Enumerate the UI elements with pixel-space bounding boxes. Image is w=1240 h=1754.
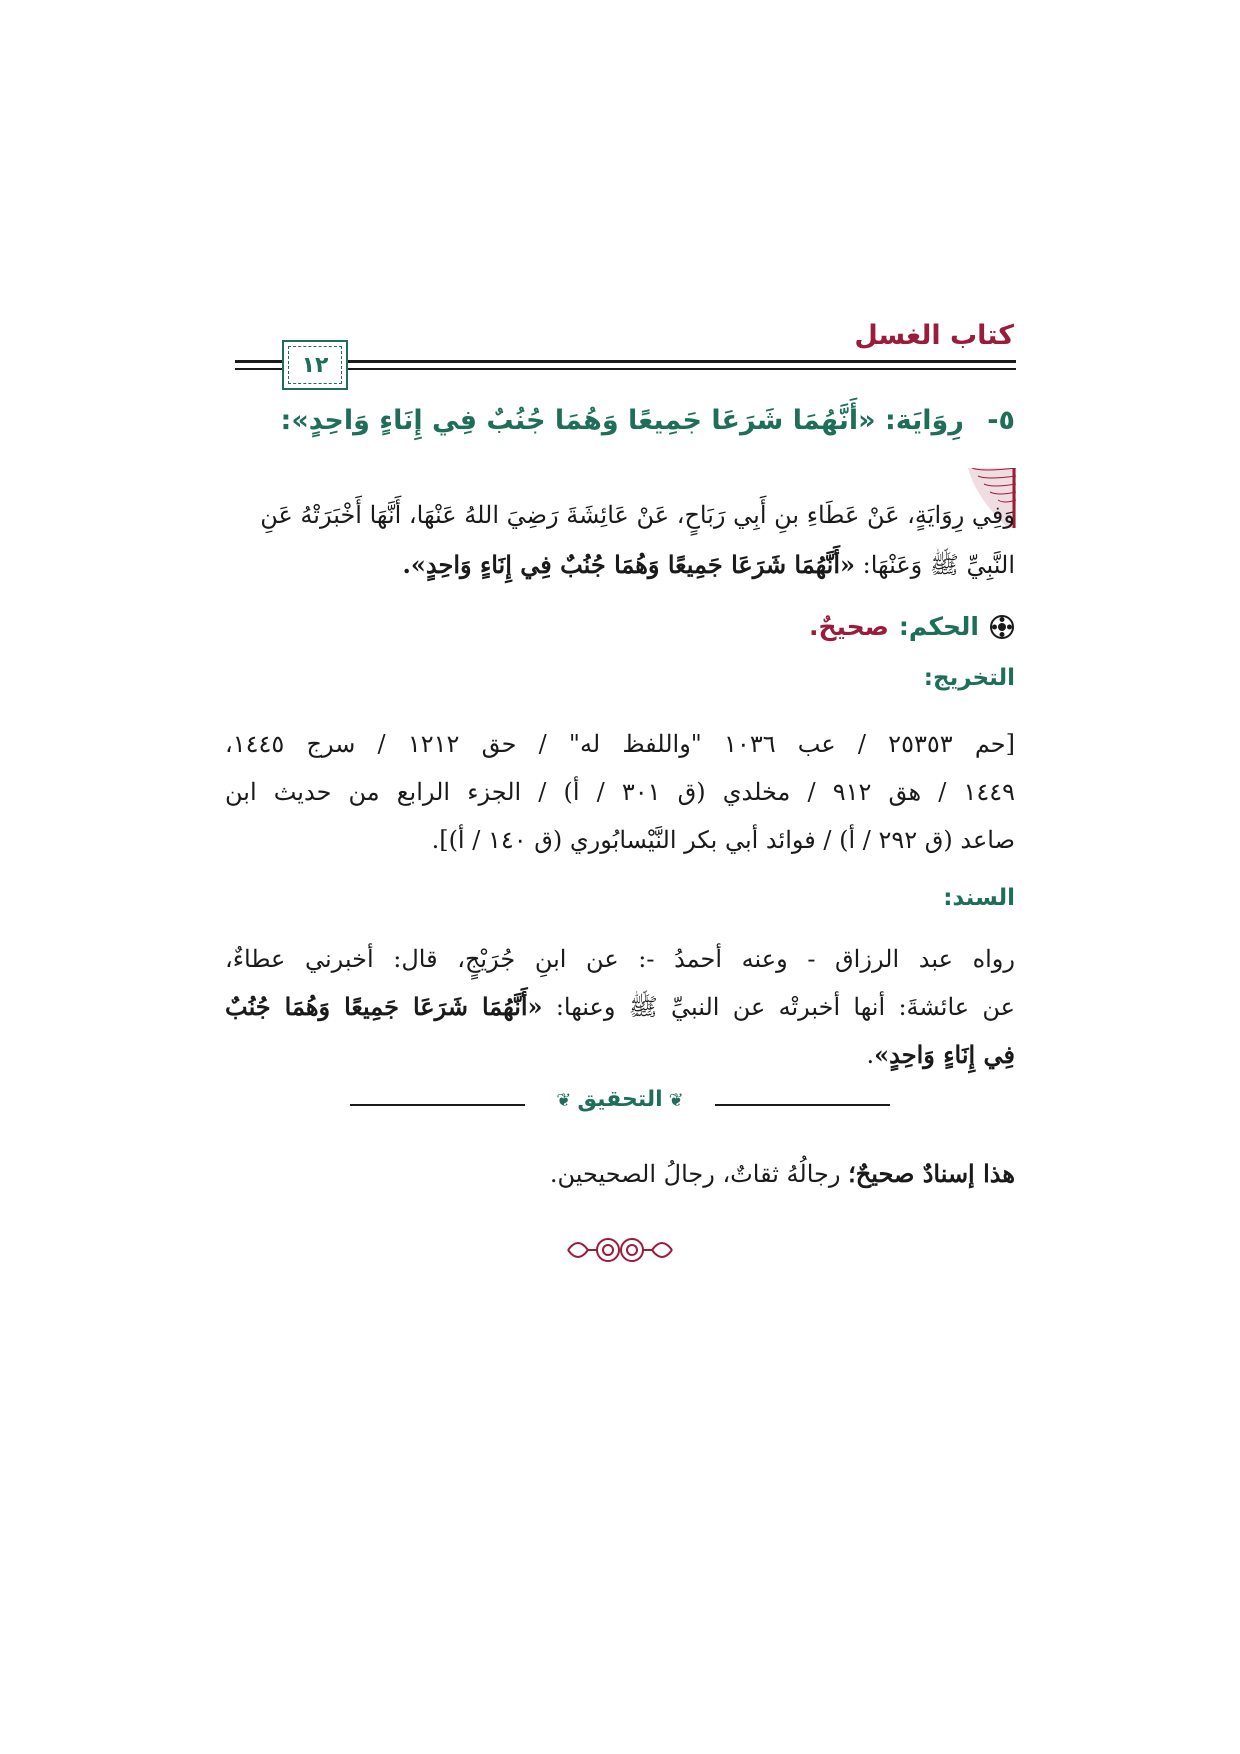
ruling [809, 612, 1015, 641]
tahqiq-divider [350, 1085, 890, 1125]
section-title-text: رِوَايَة: «أَنَّهُمَا شَرَعَا جَمِيعًا وَهُمَا جُنُبٌ فِي إِنَاءٍ وَاحِدٍ»: [280, 405, 964, 436]
sanad-line-start: عن عائشةَ: أنها أخبرتْه عن النبيِّ ﷺ وعنها: [555, 993, 1015, 1021]
flower-ornament-icon [989, 614, 1015, 640]
header-rule [235, 360, 1016, 363]
narration-line [245, 540, 1015, 590]
conclusion [550, 1150, 1015, 1198]
scroll-ornament-icon: ❦ [668, 1090, 684, 1111]
takhrij-line: صاعد (ق ٢٩٢ / أ) / فوائد أبي بكر النَّيْسابُوري (ق ١٤٠ / أ)]. [431, 826, 1015, 854]
page-number: ١٢ [301, 352, 329, 378]
sanad-line-end: . [866, 1041, 875, 1069]
ruling-value: صحيحٌ. [808, 612, 889, 641]
page-number-badge [282, 340, 348, 390]
tahqiq-heading [350, 1087, 890, 1112]
narration-line: وَفِي رِوَايَةٍ، عَنْ عَطَاءِ بنِ أَبِي رَبَاحٍ، عَنْ عَائِشَةَ رَضِيَ اللهُ عَنْهَا، أَنَّهَا أَخْبَرَتْهُ عَنِ [260, 501, 1015, 529]
book-title: كتاب الغسل [854, 320, 1014, 351]
takhrij-heading: التخريج: [923, 665, 1015, 691]
takhrij-line: ١٤٤٩ / هق ٩١٢ / مخلدي (ق ٣٠١ / أ) / الجزء الرابع من حديث ابن [225, 778, 1016, 806]
narration-text [245, 490, 1015, 590]
hadith-quote: فِي إِنَاءٍ وَاحِدٍ» [874, 1040, 1015, 1069]
hadith-quote: «أَنَّهُمَا شَرَعَا جَمِيعًا وَهُمَا جُنُبٌ [225, 992, 543, 1021]
conclusion-bold: هذا إسنادٌ صحيحٌ؛ [848, 1159, 1015, 1188]
scroll-ornament-icon: ❦ [556, 1090, 572, 1111]
takhrij-text [225, 720, 1015, 864]
sanad-line [225, 983, 1015, 1031]
narration-line-start: النَّبِيِّ ﷺ وَعَنْهَا: [862, 551, 1015, 579]
header-rule-thin [235, 368, 1016, 370]
sanad-text [225, 935, 1015, 1079]
section-number: ٥- [987, 405, 1015, 436]
sanad-heading: السند: [943, 885, 1015, 911]
sanad-line [225, 1031, 1015, 1079]
page-header [235, 320, 1016, 395]
section-title [215, 405, 1015, 436]
ruling-label: الحكم: [898, 612, 979, 641]
conclusion-text: رجالُهُ ثقاتٌ، رجالُ الصحيحين. [549, 1160, 841, 1188]
hadith-quote: «أَنَّهُمَا شَرَعَا جَمِيعًا وَهُمَا جُنُبٌ فِي إِنَاءٍ وَاحِدٍ». [402, 550, 856, 579]
sanad-line: رواه عبد الرزاق - وعنه أحمدُ -: عن ابنِ جُرَيْجٍ، قال: أخبرني عطاءٌ، [225, 945, 1015, 973]
takhrij-line: [حم ٢٥٣٥٣ / عب ١٠٣٦ "واللفظ له" / حق ١٢١٢ / سرج ١٤٤٥، [225, 730, 1015, 758]
end-ornament-icon [560, 1228, 680, 1272]
tahqiq-heading-text: التحقيق [577, 1087, 663, 1112]
